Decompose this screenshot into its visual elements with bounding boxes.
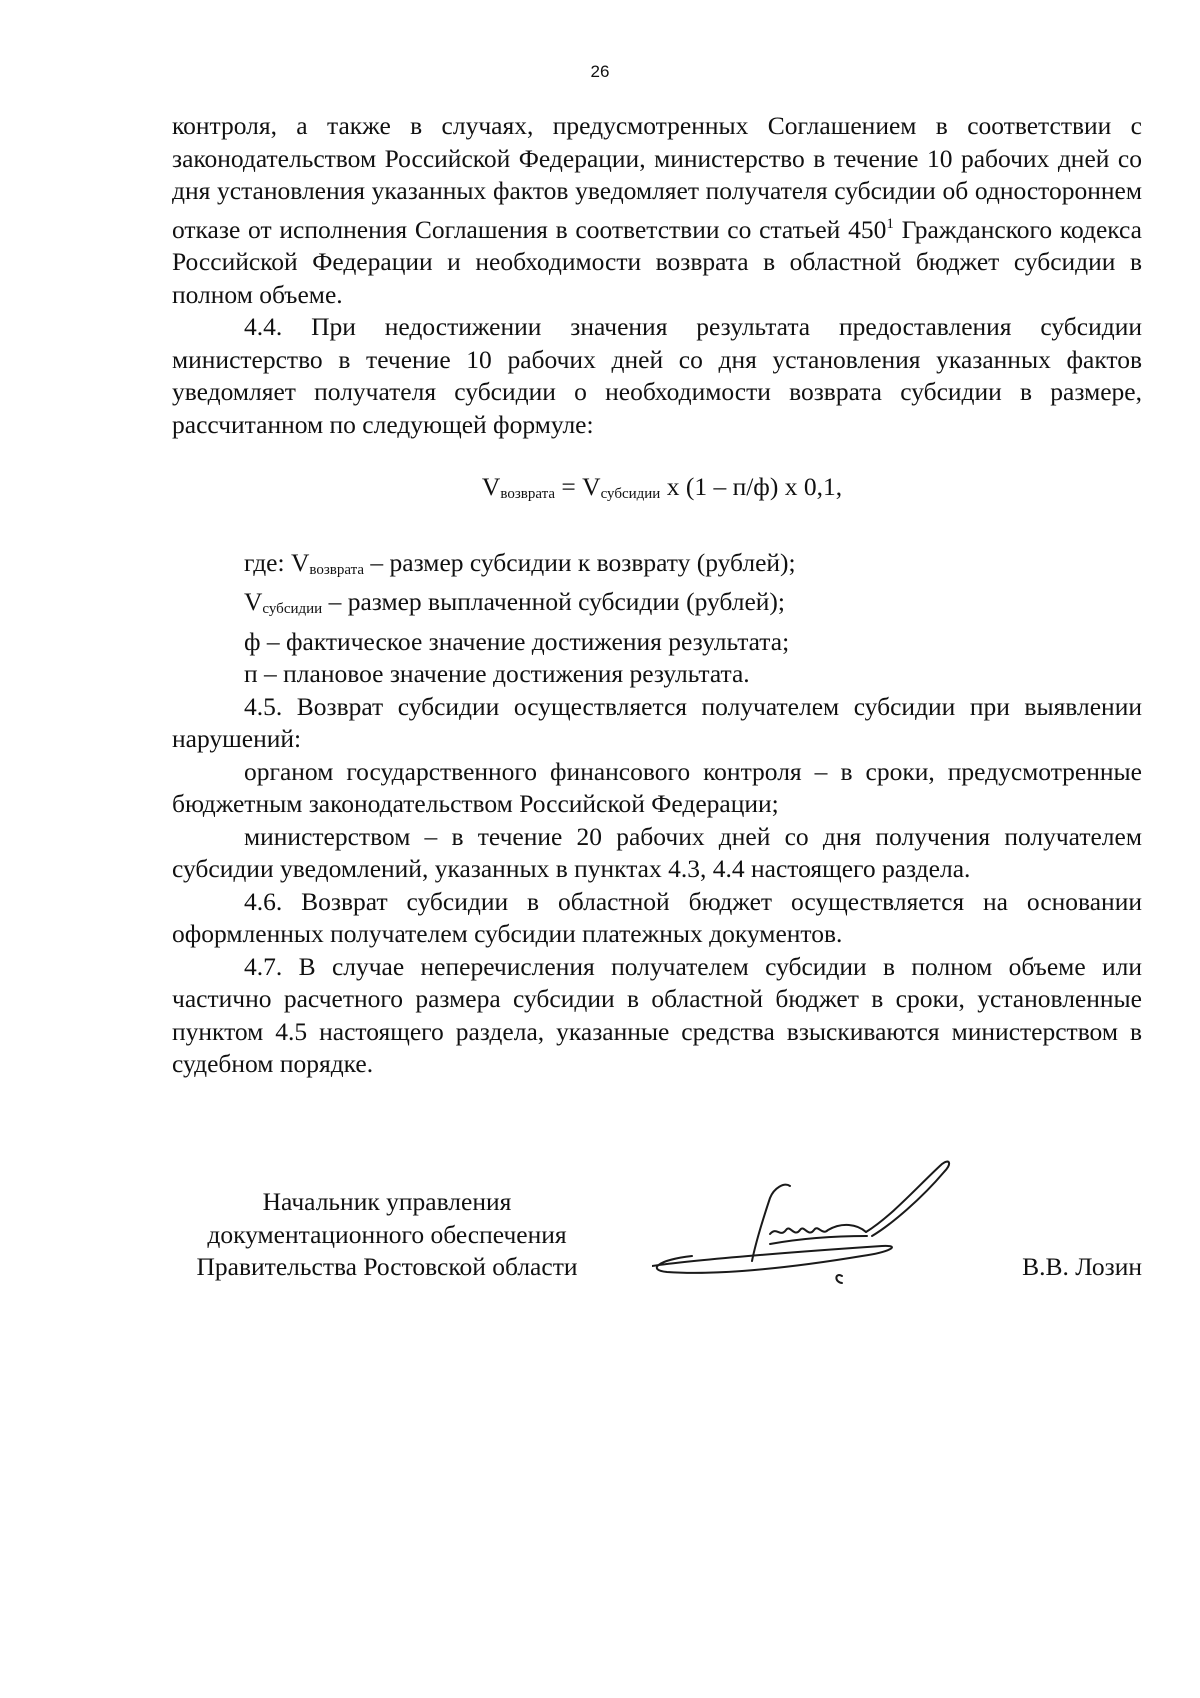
paragraph-4-7: 4.7. В случае неперечисления получателем субсидии в полном объеме или частично расчетного размера субсидии в областной бюджет в сроки, установленные пунктом 4.5 настоящего раздела, указанные средства взыскиваются министерством в судебном порядке. xyxy=(172,951,1142,1078)
page-number: 26 xyxy=(590,62,610,81)
superscript: 1 xyxy=(886,215,894,232)
handwritten-signature-icon xyxy=(652,1156,982,1306)
paragraph-continuation: контроля, а также в случаях, предусмотренных Соглашением в соответствии с законодательством Российской Федерации, министерство в течение 10 рабочих дней со дня установления указанных фактов уведомляет получателя субсидии об одностороннем отказе от исполнения Соглашения в соответствии со статьей $450^1$ Гражданского кодекса Российской Федерации и необходимости возврата в областной бюджет субсидии в полном объеме. xyxy=(172,111,1142,309)
definition-subsidy: $V_{субсидии}$ – размер выплаченной субсидии (рублей); xyxy=(244,587,785,617)
paragraph-4-5: 4.5. Возврат субсидии осуществляется получателем субсидии при выявлении нарушений: xyxy=(172,691,1142,753)
definition-actual: ф – фактическое значение достижения результата; xyxy=(244,626,790,656)
paragraph-4-6: 4.6. Возврат субсидии в областной бюджет осуществляется на основании оформленных получателем субсидии платежных документов. xyxy=(172,886,1142,948)
signatory-name: В.В. Лозин xyxy=(1022,1252,1142,1281)
definition-planned: п – плановое значение достижения результата. xyxy=(244,659,750,688)
definition-return: где: $V_{возврата}$ – размер субсидии к возврату (рублей); xyxy=(244,547,796,578)
document-body xyxy=(172,110,1142,1081)
signature-block xyxy=(172,1186,1142,1336)
paragraph-4-4: 4.4. При недостижении значения результата предоставления субсидии министерство в течение 10 рабочих дней со дня установления указанных фактов уведомляет получателя субсидии о необходимости возврата субсидии в размере, рассчитанном по следующей формуле: xyxy=(172,312,1142,439)
paragraph-4-5-item-1: органом государственного финансового контроля – в сроки, предусмотренные бюджетным законодательством Российской Федерации; xyxy=(172,756,1142,818)
signatory-title: Начальник управления документационного обеспечения Правительства Ростовской области xyxy=(196,1187,578,1281)
formula: $V_{возврата} = V_{субсидии}$ х (1 – п/ф) х 0,1, xyxy=(481,472,843,502)
paragraph-4-5-item-2: министерством – в течение 20 рабочих дней со дня получения получателем субсидии уведомлений, указанных в пунктах 4.3, 4.4 настоящего раздела. xyxy=(172,821,1142,883)
